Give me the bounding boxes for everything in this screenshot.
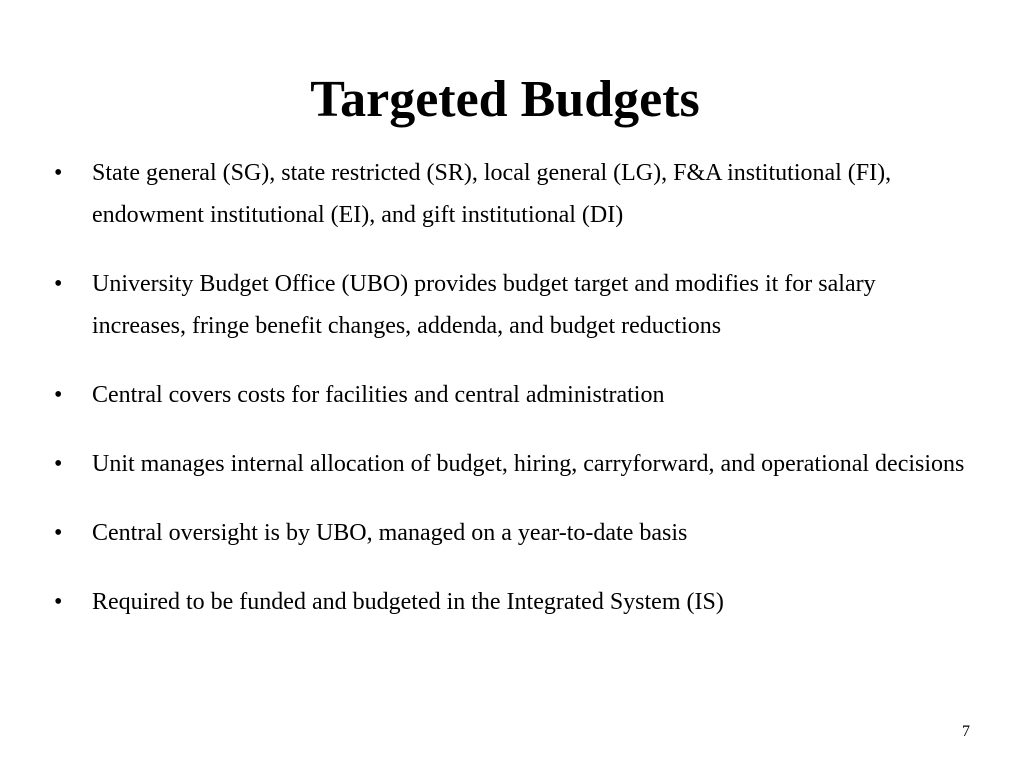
bullet-item-2: [54, 263, 974, 347]
bullet-item-1: [54, 152, 974, 236]
bullet-text: University Budget Office (UBO) provides budget target and modifies it for salary increases, fringe benefit changes, addenda, and budget reductions: [92, 271, 876, 339]
bullet-icon: •: [54, 520, 63, 546]
bullet-item-6: [54, 581, 974, 623]
bullet-icon: •: [54, 160, 63, 186]
bullet-item-3: [54, 374, 974, 416]
bullet-item-5: [54, 512, 974, 554]
bullet-icon: •: [54, 271, 63, 297]
bullet-list: [54, 152, 974, 650]
bullet-text: Central covers costs for facilities and central administration: [92, 382, 665, 408]
bullet-text: Required to be funded and budgeted in the Integrated System (IS): [92, 589, 724, 615]
slide-title: Targeted Budgets: [310, 71, 700, 128]
bullet-icon: •: [54, 382, 63, 408]
slide-number: 7: [962, 723, 970, 740]
bullet-text: Unit manages internal allocation of budget, hiring, carryforward, and operational decisions: [92, 451, 965, 477]
bullet-text: Central oversight is by UBO, managed on a year-to-date basis: [92, 520, 688, 546]
bullet-item-4: [54, 443, 974, 485]
bullet-icon: •: [54, 589, 63, 615]
bullet-icon: •: [54, 451, 63, 477]
bullet-text: State general (SG), state restricted (SR), local general (LG), F&A institutional (FI), endowment institutional (EI), and gift institutional (DI): [92, 160, 892, 228]
